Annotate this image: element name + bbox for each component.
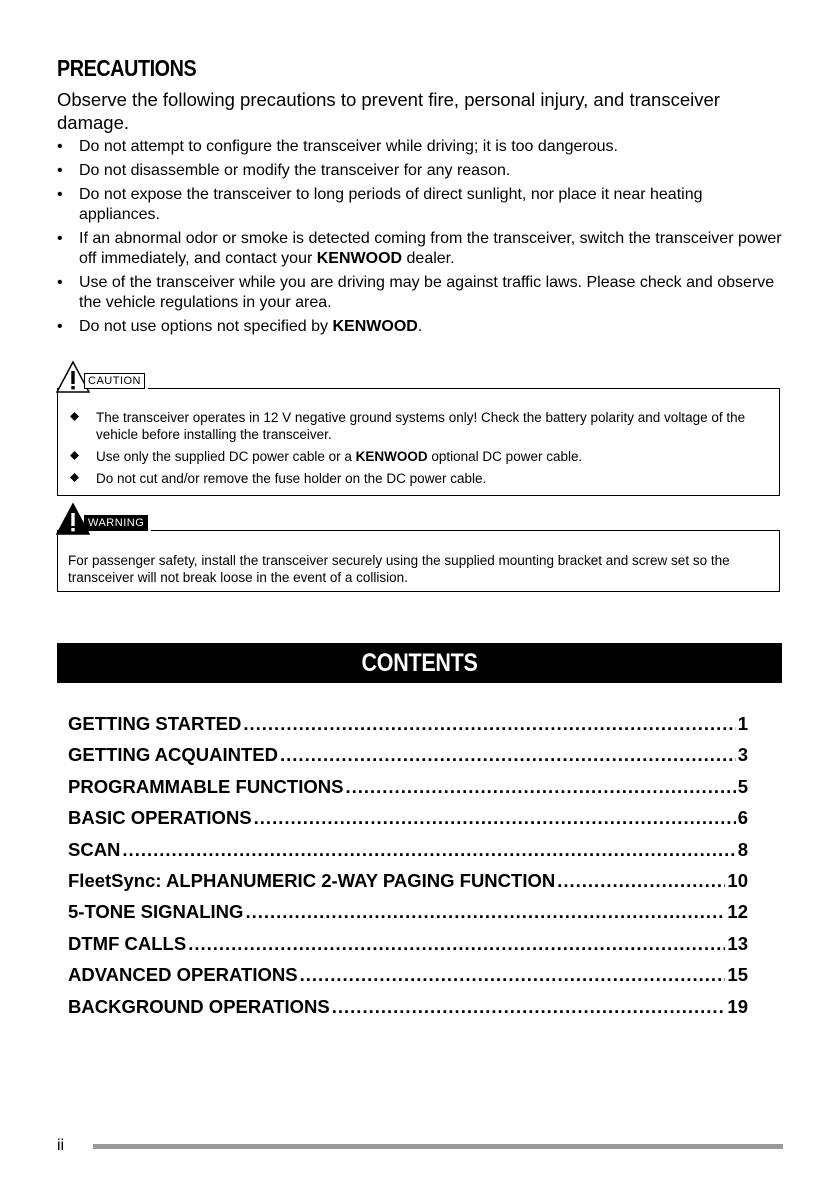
toc-entry[interactable]: PROGRAMMABLE FUNCTIONS ..... 5 <box>68 776 748 807</box>
list-item: • Do not disassemble or modify the transceiver for any reason. <box>57 161 785 181</box>
toc-entry[interactable]: GETTING ACQUAINTED ..... 3 <box>68 744 748 775</box>
list-item: • Do not use options not specified by KENWOOD. <box>57 317 785 337</box>
toc-entry[interactable]: 5-TONE SIGNALING ..... 12 <box>68 901 748 932</box>
toc-entry[interactable]: ADVANCED OPERATIONS ..... 15 <box>68 964 748 995</box>
footer-rule <box>93 1144 783 1149</box>
contents-title: CONTENTS <box>361 648 478 677</box>
diamond-bullet-icon <box>70 473 79 482</box>
caution-label: CAUTION <box>84 373 145 389</box>
toc-entry[interactable]: GETTING STARTED ..... 1 <box>68 713 748 744</box>
list-item: • Do not attempt to configure the transceiver while driving; it is too dangerous. <box>57 137 785 157</box>
brand-name: KENWOOD <box>355 449 428 464</box>
toc-entry[interactable]: DTMF CALLS ..... 13 <box>68 933 748 964</box>
warning-label: WARNING <box>84 515 148 531</box>
table-of-contents <box>68 713 748 1027</box>
list-item: Use only the supplied DC power cable or a KENWOOD optional DC power cable. <box>68 448 768 465</box>
brand-name: KENWOOD <box>316 250 403 267</box>
contents-header <box>57 643 782 683</box>
page-number: ii <box>57 1137 65 1154</box>
precautions-list <box>57 137 785 341</box>
caution-badge <box>58 368 148 390</box>
list-item: The transceiver operates in 12 V negative ground systems only! Check the battery polarity and voltage of the vehicle before installing the transceiver. <box>68 409 768 443</box>
toc-entry[interactable]: FleetSync: ALPHANUMERIC 2-WAY PAGING FUNCTION ..... 10 <box>68 870 748 901</box>
brand-name: KENWOOD <box>332 318 418 335</box>
list-item: • Use of the transceiver while you are driving may be against traffic laws. Please check and observe the vehicle regulations in your area. <box>57 273 785 313</box>
warning-box <box>57 517 780 592</box>
list-item: Do not cut and/or remove the fuse holder on the DC power cable. <box>68 470 768 487</box>
precautions-heading: PRECAUTIONS <box>57 55 197 81</box>
precautions-intro: Observe the following precautions to prevent fire, personal injury, and transceiver damage. <box>57 89 720 133</box>
warning-badge <box>58 510 151 532</box>
list-item: • Do not expose the transceiver to long periods of direct sunlight, nor place it near heating appliances. <box>57 185 785 225</box>
toc-entry[interactable]: BACKGROUND OPERATIONS ..... 19 <box>68 996 748 1027</box>
diamond-bullet-icon <box>70 412 79 421</box>
diamond-bullet-icon <box>70 451 79 460</box>
toc-entry[interactable]: SCAN ..... 8 <box>68 839 748 870</box>
toc-entry[interactable]: BASIC OPERATIONS ..... 6 <box>68 807 748 838</box>
list-item: • If an abnormal odor or smoke is detected coming from the transceiver, switch the transceiver power off immediately, and contact your KENWOOD dealer. <box>57 229 785 269</box>
warning-text: For passenger safety, install the transceiver securely using the supplied mounting bracket and screw set so the transceiver will not break loose in the event of a collision. <box>68 553 730 585</box>
caution-list <box>68 409 768 492</box>
caution-box <box>57 375 780 496</box>
